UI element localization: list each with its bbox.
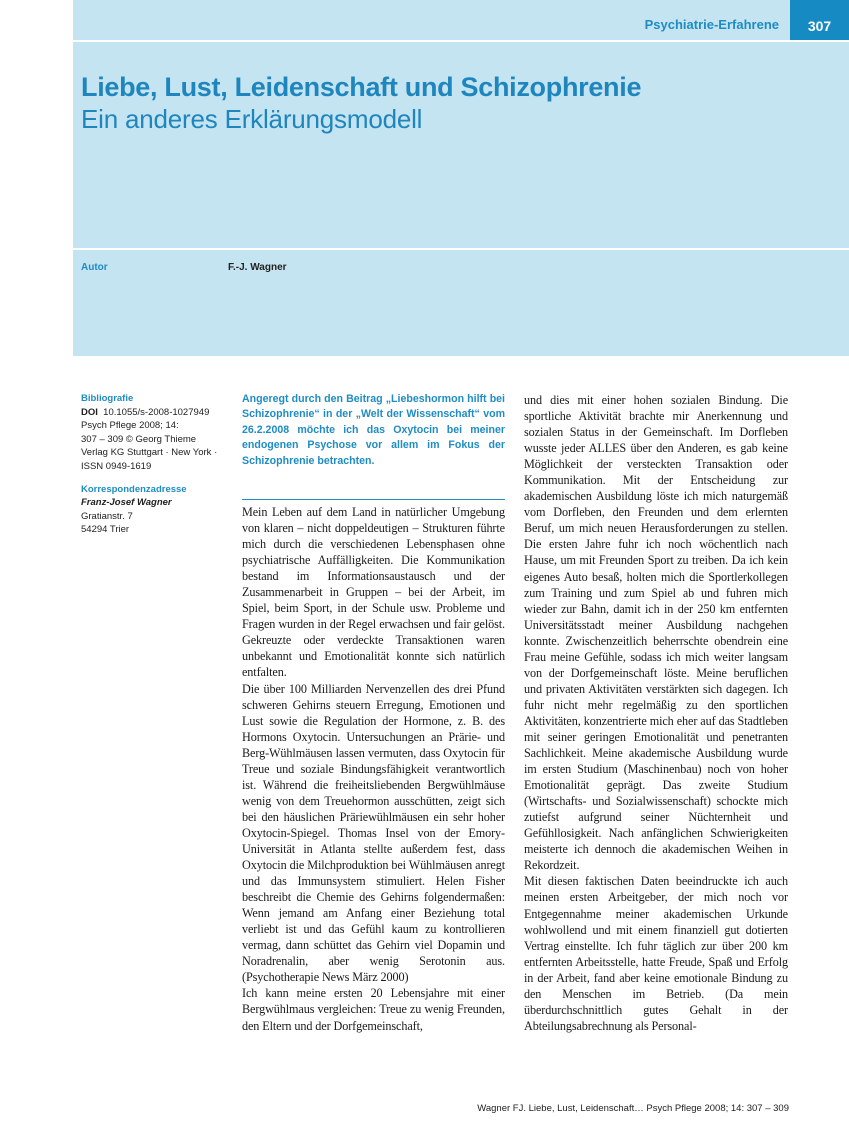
bibliography-line: 307 – 309 © Georg Thieme	[81, 433, 197, 445]
author-label: Autor	[81, 262, 108, 273]
paragraph: Mit diesen faktischen Daten beeindruckte ich auch meinen ersten Arbeitgeber, der mich noch vor Entgegennahme meiner akademischen Urkunde wohlwollend und mit einem finanziell gut dotierten Vertrag einstellte. Ich fuhr täglich zur über 200 km entfernten Arbeitsstelle, hatte Freude, Spaß und Erfolg in der Arbeit, fand aber keine emotionale Bindung zu den Menschen im Betrieb. (Da mein überdurchschnittlich gutes Gehalt in der Abteilungsabrechnung als Personal-	[524, 874, 788, 1033]
paragraph: und dies mit einer hohen sozialen Bindung. Die sportliche Aktivität brachte mir Anerkennung und sozialen Status in der Gemeinschaft. Im Dorfleben wusste jeder ALLES über den Anderen, es gab keine Möglichkeit der versteckten Transaktion oder Kommunikation. Mit der Entscheidung zur akademischen Ausbildung löste ich mich naturgemäß vom Dorfleben, den Freunden und dem erlernten Beruf, um mich neuen Herausforderungen zu stellen. Die ersten Jahre fuhr ich noch wöchentlich nach Hause, um mit Freunden Sport zu treiben. Da ich kein eigenes Auto besaß, holten mich die Sportlerkollegen zum Training und zum Spiel ab und fuhren mich wieder zur Bahn, damit ich in der 250 km entfernten Universitätsstadt meiner Ausbildung nachgehen konnte. Zwischenzeitlich beherrschte obendrein eine Frau meine Gefühle, sodass ich mich weiter langsam von der Dorfgemeinschaft löste. Meine beruflichen und privaten Aktivitäten verstärkten sich dagegen. Ich fuhr nicht mehr regelmäßig zu den sportlichen Aktivitäten, konzentrierte mich eher auf das Stadtleben mit seiner geringen Emotionalität und penetranten Sachlichkeit. Meine akademische Ausbildung wurde im ersten Studium (Maschinenbau) noch von hoher Emotionalität geprägt. Das zweite Studium (Wirtschafts- und Sozialwissenschaft) schockte mich zutiefst aufgrund seiner Nüchternheit und Gefühllosigkeit. Nach anfänglichen Schwierigkeiten meisterte ich dennoch die akademischen Weihen in Rekordzeit.	[524, 393, 788, 873]
article-title: Liebe, Lust, Leidenschaft und Schizophrenie	[81, 72, 642, 102]
doi-label: DOI	[81, 406, 98, 418]
author-block	[73, 250, 849, 356]
article-subtitle: Ein anderes Erklärungsmodell	[81, 104, 423, 134]
paragraph: Die über 100 Milliarden Nervenzellen des drei Pfund schweren Gehirns steuern Erregung, Emotionen und Lust sowie die Regulation der Hormone, z. B. des Hormons Oxytocin. Untersuchungen an Prärie- und Berg-Wühlmäusen lassen vermuten, dass Oxytocin für Treue und soziale Bindungsfähigkeit verantwortlich ist. Während die freiheitsliebenden Bergwühlmäuse wenig von dem Treuehormon ausschütten, zeigt sich bei den häuslichen Präriewühlmäusen ein sehr hoher Oxytocin-Spiegel. Thomas Insel von der Emory-Universität in Atlanta stellte außerdem fest, dass Oxytocin die Milchproduktion bei Wühlmäusen anregt und das Immunsystem stimuliert. Helen Fisher beschreibt die Chemie des Gehirns folgendermaßen: Wenn jemand am Anfang einer Beziehung total verliebt ist und das Gefühl kaum zu kontrollieren vermag, dann schüttet das Gehirn viel Dopamin und Noradrenalin, aber wenig Serotonin aus. (Psychotherapie News März 2000)	[242, 681, 505, 985]
title-block	[73, 42, 849, 248]
correspondence-name: Franz-Josef Wagner	[81, 497, 172, 509]
paragraph: Ich kann meine ersten 20 Lebensjahre mit einer Bergwühlmaus vergleichen: Treue zu wenig Freunden, den Eltern und der Dorfgemeinschaft,	[242, 986, 505, 1033]
doi-value[interactable]: 10.1055/s-2008-1027949	[103, 406, 210, 418]
correspondence-city: 54294 Trier	[81, 524, 130, 536]
doi-line	[81, 406, 231, 420]
page-number: 307	[790, 0, 849, 40]
paragraph: Mein Leben auf dem Land in natürlicher Umgebung von klaren – nicht doppeldeutigen – Strukturen führte mich durch die verschiedenen Lebensphasen ohne psychiatrische Auffälligkeiten. Die Kommunikation bestand im Informationsaustausch und der Zusammenarbeit in Gruppen – bei der Arbeit, im Spiel, beim Sport, in der Schule usw. Probleme und Fragen wurden in der Regel erwachsen und fair gelöst. Gekreuzte oder verdeckte Transaktionen waren unbekannt und Emotionalität konnte sich natürlich entfalten.	[242, 505, 505, 680]
bibliography-line: ISSN 0949-1619	[81, 460, 152, 472]
abstract: Angeregt durch den Beitrag „Liebeshormon hilft bei Schizophrenie“ in der „Welt der Wissenschaft“ vom 26.2.2008 möchte ich das Oxytocin bei meiner endogenen Psychose vor allem im Fokus der Schizophrenie betrachten.	[242, 393, 505, 467]
running-header	[73, 0, 849, 40]
section-name: Psychiatrie-Erfahrene	[644, 17, 779, 32]
bibliography-label: Bibliografie	[81, 393, 134, 404]
bibliography-line: Psych Pflege 2008; 14:	[81, 420, 179, 432]
body-column-1	[242, 504, 505, 1034]
page-footer: Wagner FJ. Liebe, Lust, Leidenschaft… Psych Pflege 2008; 14: 307 – 309	[477, 1103, 789, 1114]
bibliography-line: Verlag KG Stuttgart · New York ·	[81, 447, 218, 459]
abstract-divider	[242, 499, 505, 500]
correspondence-label: Korrespondenzadresse	[81, 483, 187, 495]
correspondence-street: Gratianstr. 7	[81, 510, 133, 522]
sidebar-metadata	[81, 392, 231, 537]
author-name: F.-J. Wagner	[228, 262, 287, 273]
body-column-2	[524, 392, 788, 1034]
